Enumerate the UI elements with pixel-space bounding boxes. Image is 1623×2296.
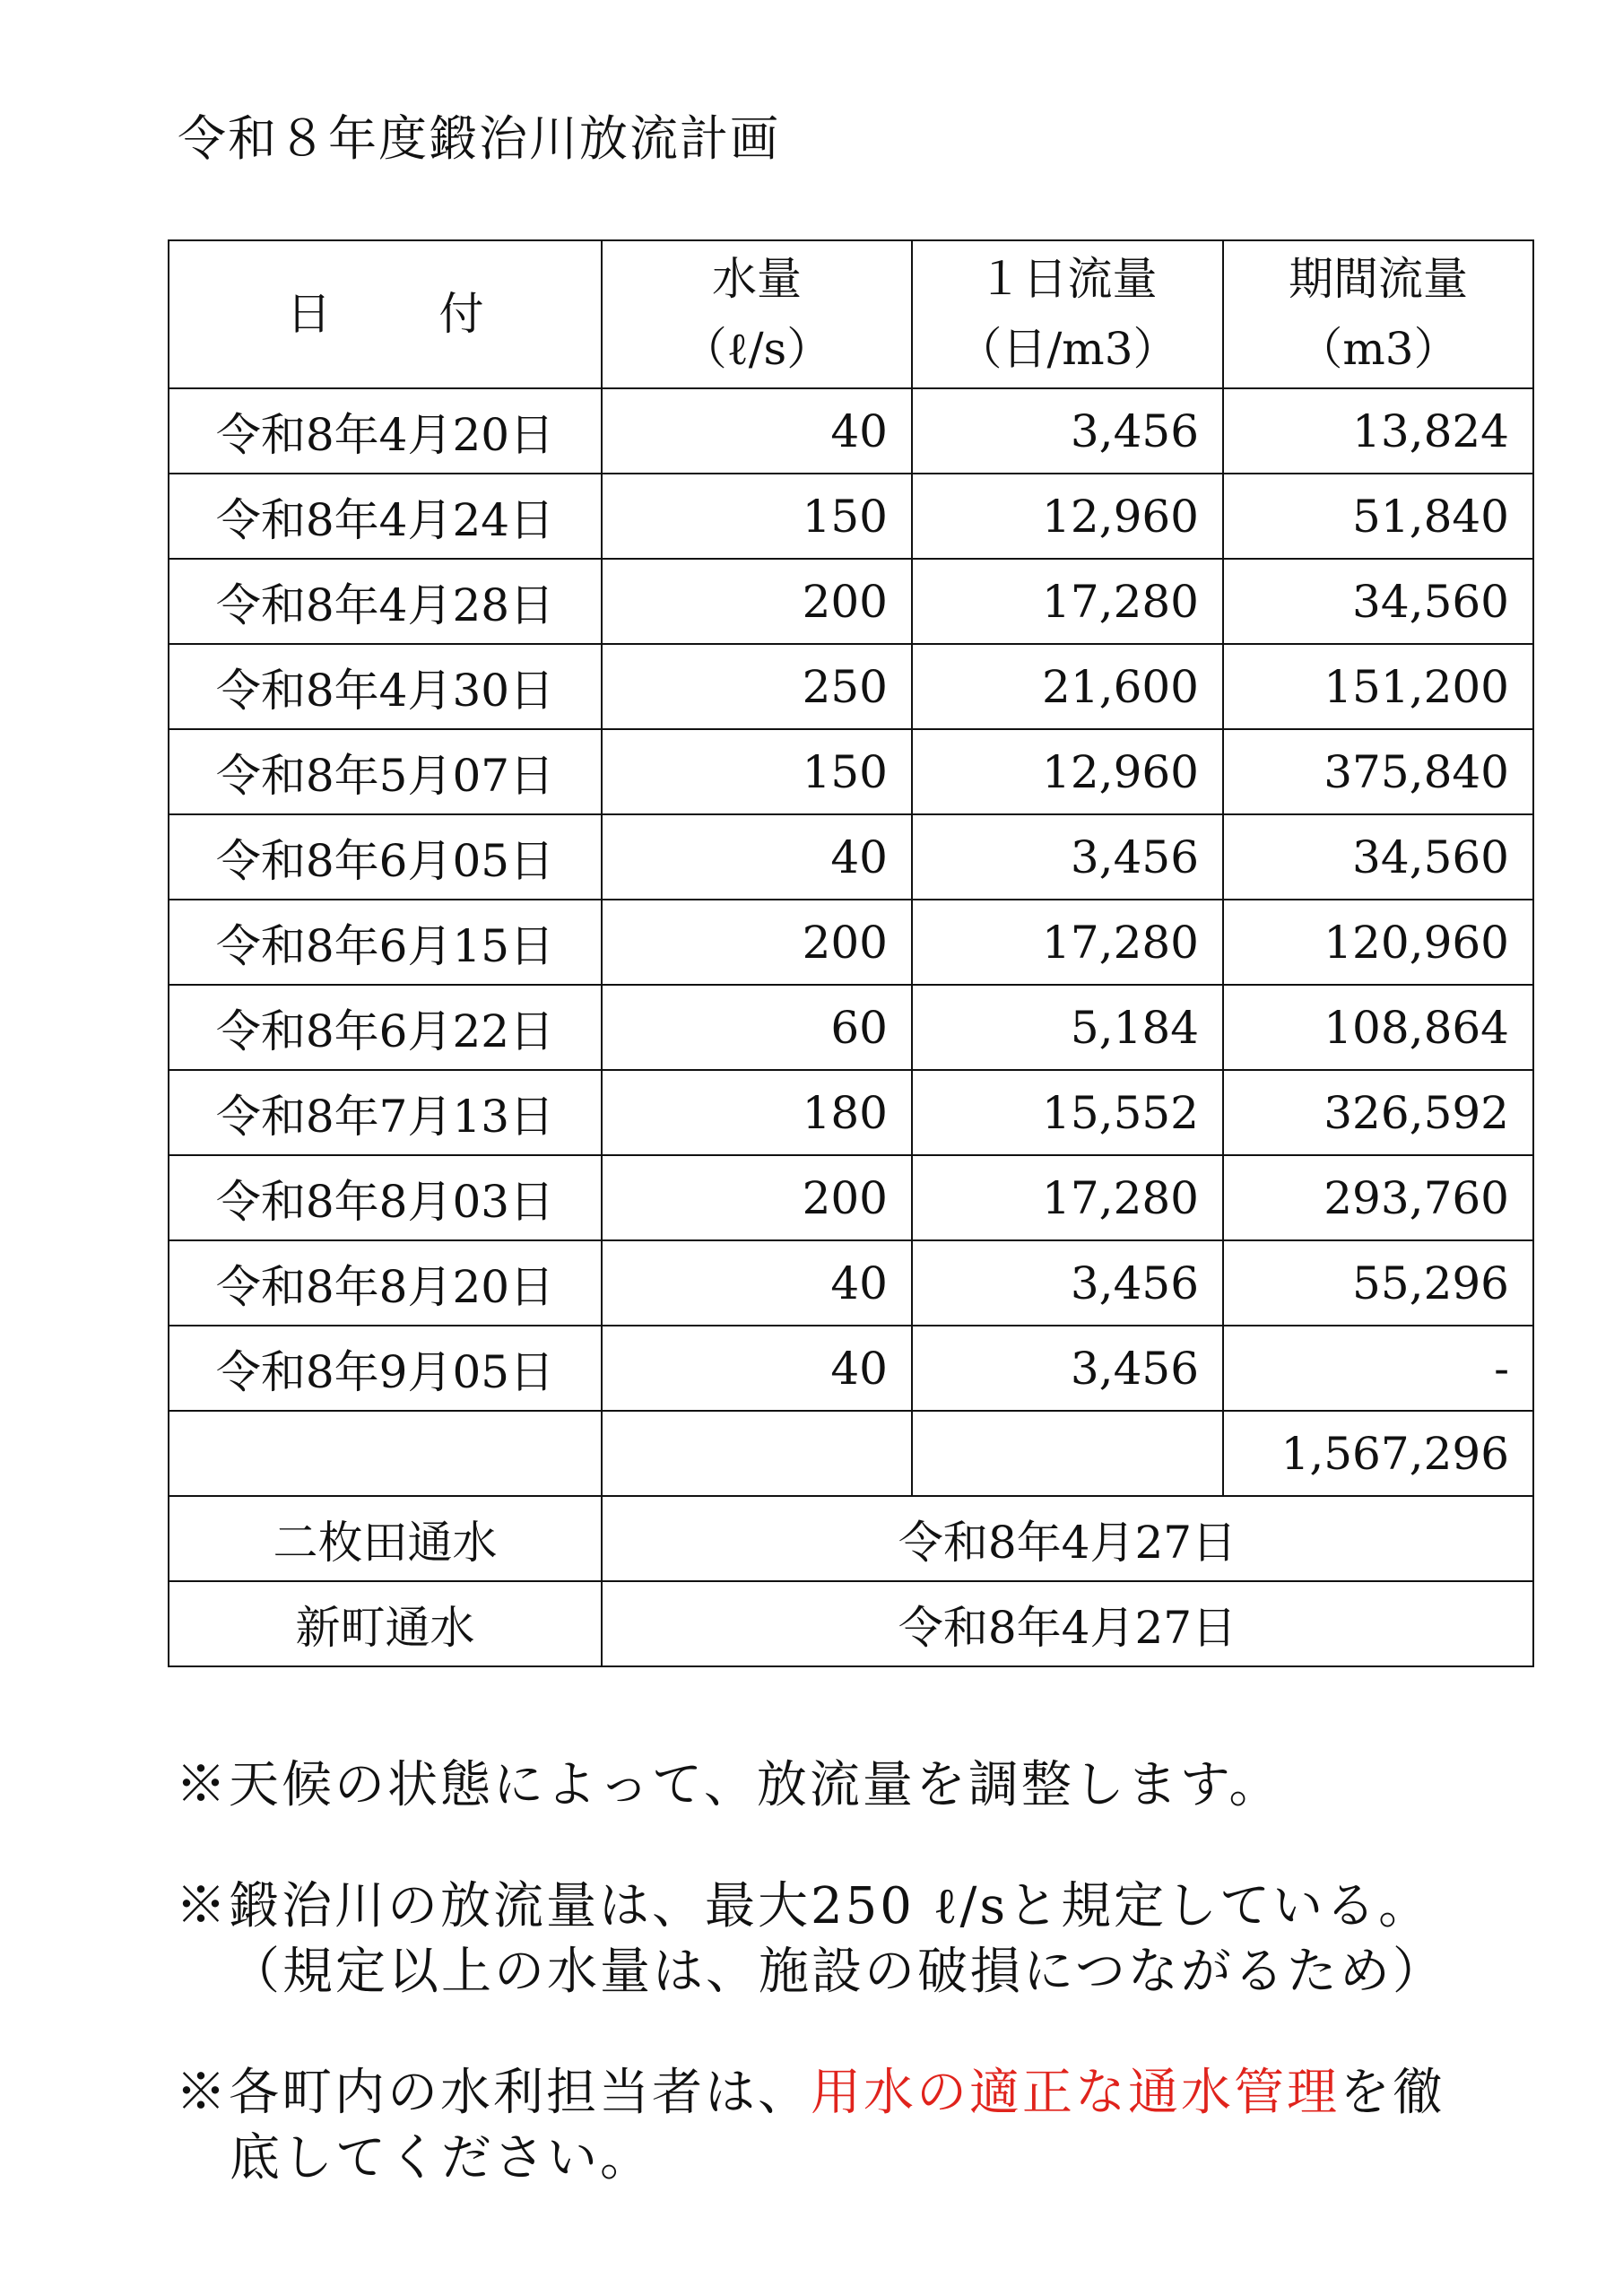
date-cell: 令和8年4月30日 bbox=[169, 644, 602, 729]
period-flow-cell: 375,840 bbox=[1223, 729, 1533, 814]
table-row bbox=[169, 814, 1533, 900]
table-row bbox=[169, 644, 1533, 729]
water-start-date: 令和8年4月27日 bbox=[602, 1496, 1533, 1581]
flow-rate-cell: 40 bbox=[602, 1240, 912, 1326]
total-period-flow-cell: 1,567,296 bbox=[1223, 1411, 1533, 1496]
date-cell: 令和8年4月24日 bbox=[169, 474, 602, 559]
discharge-plan-table bbox=[168, 239, 1534, 1667]
flow-rate-cell: 40 bbox=[602, 1326, 912, 1411]
header-daily-flow-label: １日流量 bbox=[977, 253, 1158, 305]
flow-rate-cell: 250 bbox=[602, 644, 912, 729]
note-manager-highlight: 用水の適正な通水管理 bbox=[811, 2064, 1340, 2122]
note-manager-text-b: を徹 bbox=[1340, 2064, 1445, 2122]
flow-rate-cell: 180 bbox=[602, 1070, 912, 1155]
period-flow-cell: 108,864 bbox=[1223, 985, 1533, 1070]
date-cell: 令和8年8月20日 bbox=[169, 1240, 602, 1326]
total-empty-2 bbox=[602, 1411, 912, 1496]
header-daily-flow bbox=[912, 240, 1223, 388]
header-date bbox=[169, 240, 602, 388]
table-row bbox=[169, 1155, 1533, 1240]
date-cell: 令和8年6月05日 bbox=[169, 814, 602, 900]
period-flow-cell: 13,824 bbox=[1223, 388, 1533, 474]
note-weather-text: ※天候の状態によって、放流量を調整します。 bbox=[176, 1756, 1282, 1814]
daily-flow-cell: 12,960 bbox=[912, 729, 1223, 814]
table-row bbox=[169, 1240, 1533, 1326]
period-flow-cell: 293,760 bbox=[1223, 1155, 1533, 1240]
page-title: 令和８年度鍛治川放流計画 bbox=[178, 110, 780, 167]
period-flow-cell: 34,560 bbox=[1223, 559, 1533, 644]
daily-flow-cell: 21,600 bbox=[912, 644, 1223, 729]
flow-rate-cell: 40 bbox=[602, 814, 912, 900]
flow-rate-cell: 40 bbox=[602, 388, 912, 474]
daily-flow-cell: 3,456 bbox=[912, 814, 1223, 900]
note-max-flow-line2: （規定以上の水量は、施設の破損につながるため） bbox=[230, 1942, 1445, 2001]
note-weather bbox=[176, 1753, 1281, 1819]
header-date-char1: 日 bbox=[286, 287, 332, 340]
period-flow-cell: 326,592 bbox=[1223, 1070, 1533, 1155]
date-cell: 令和8年6月15日 bbox=[169, 900, 602, 985]
table-row bbox=[169, 729, 1533, 814]
flow-rate-cell: 200 bbox=[602, 900, 912, 985]
flow-rate-cell: 60 bbox=[602, 985, 912, 1070]
daily-flow-cell: 3,456 bbox=[912, 1326, 1223, 1411]
table-row bbox=[169, 474, 1533, 559]
table-row bbox=[169, 1326, 1533, 1411]
daily-flow-cell: 3,456 bbox=[912, 1240, 1223, 1326]
flow-rate-cell: 200 bbox=[602, 559, 912, 644]
header-date-char2: 付 bbox=[438, 287, 484, 340]
period-flow-cell: 151,200 bbox=[1223, 644, 1533, 729]
daily-flow-cell: 5,184 bbox=[912, 985, 1223, 1070]
date-cell: 令和8年8月03日 bbox=[169, 1155, 602, 1240]
header-daily-flow-unit: （日/m3） bbox=[957, 322, 1178, 375]
table-row bbox=[169, 1070, 1533, 1155]
table-row bbox=[169, 388, 1533, 474]
daily-flow-cell: 17,280 bbox=[912, 1155, 1223, 1240]
water-start-label: 二枚田通水 bbox=[169, 1496, 602, 1581]
flow-rate-cell: 150 bbox=[602, 474, 912, 559]
table-row bbox=[169, 985, 1533, 1070]
water-start-row bbox=[169, 1496, 1533, 1581]
daily-flow-cell: 3,456 bbox=[912, 388, 1223, 474]
date-cell: 令和8年9月05日 bbox=[169, 1326, 602, 1411]
header-flow-rate-unit: （ℓ/s） bbox=[681, 322, 832, 375]
period-flow-cell: 55,296 bbox=[1223, 1240, 1533, 1326]
daily-flow-cell: 15,552 bbox=[912, 1070, 1223, 1155]
flow-rate-cell: 150 bbox=[602, 729, 912, 814]
note-max-flow bbox=[176, 1874, 1445, 2005]
note-water-manager bbox=[176, 2061, 1445, 2192]
daily-flow-cell: 17,280 bbox=[912, 900, 1223, 985]
date-cell: 令和8年4月20日 bbox=[169, 388, 602, 474]
period-flow-cell: 120,960 bbox=[1223, 900, 1533, 985]
total-empty-1 bbox=[169, 1411, 602, 1496]
flow-rate-cell: 200 bbox=[602, 1155, 912, 1240]
note-manager-text-a: ※各町内の水利担当者は、 bbox=[176, 2064, 811, 2122]
period-flow-cell: 51,840 bbox=[1223, 474, 1533, 559]
water-start-date: 令和8年4月27日 bbox=[602, 1581, 1533, 1666]
water-start-label: 新町通水 bbox=[169, 1581, 602, 1666]
daily-flow-cell: 17,280 bbox=[912, 559, 1223, 644]
date-cell: 令和8年7月13日 bbox=[169, 1070, 602, 1155]
date-cell: 令和8年5月07日 bbox=[169, 729, 602, 814]
date-cell: 令和8年6月22日 bbox=[169, 985, 602, 1070]
total-row bbox=[169, 1411, 1533, 1496]
table-row bbox=[169, 900, 1533, 985]
note-max-flow-line1: ※鍛治川の放流量は、最大250 ℓ/sと規定している。 bbox=[176, 1877, 1432, 1935]
note-manager-line2: 底してください。 bbox=[230, 2128, 653, 2187]
header-period-flow-label: 期間流量 bbox=[1289, 253, 1468, 305]
total-empty-3 bbox=[912, 1411, 1223, 1496]
table-header-row bbox=[169, 240, 1533, 388]
date-cell: 令和8年4月28日 bbox=[169, 559, 602, 644]
header-period-flow-unit: （m3） bbox=[1298, 322, 1459, 375]
daily-flow-cell: 12,960 bbox=[912, 474, 1223, 559]
water-start-row bbox=[169, 1581, 1533, 1666]
period-flow-cell: - bbox=[1223, 1326, 1533, 1411]
header-flow-rate bbox=[602, 240, 912, 388]
header-period-flow bbox=[1223, 240, 1533, 388]
table-row bbox=[169, 559, 1533, 644]
period-flow-cell: 34,560 bbox=[1223, 814, 1533, 900]
header-flow-rate-label: 水量 bbox=[712, 253, 802, 305]
